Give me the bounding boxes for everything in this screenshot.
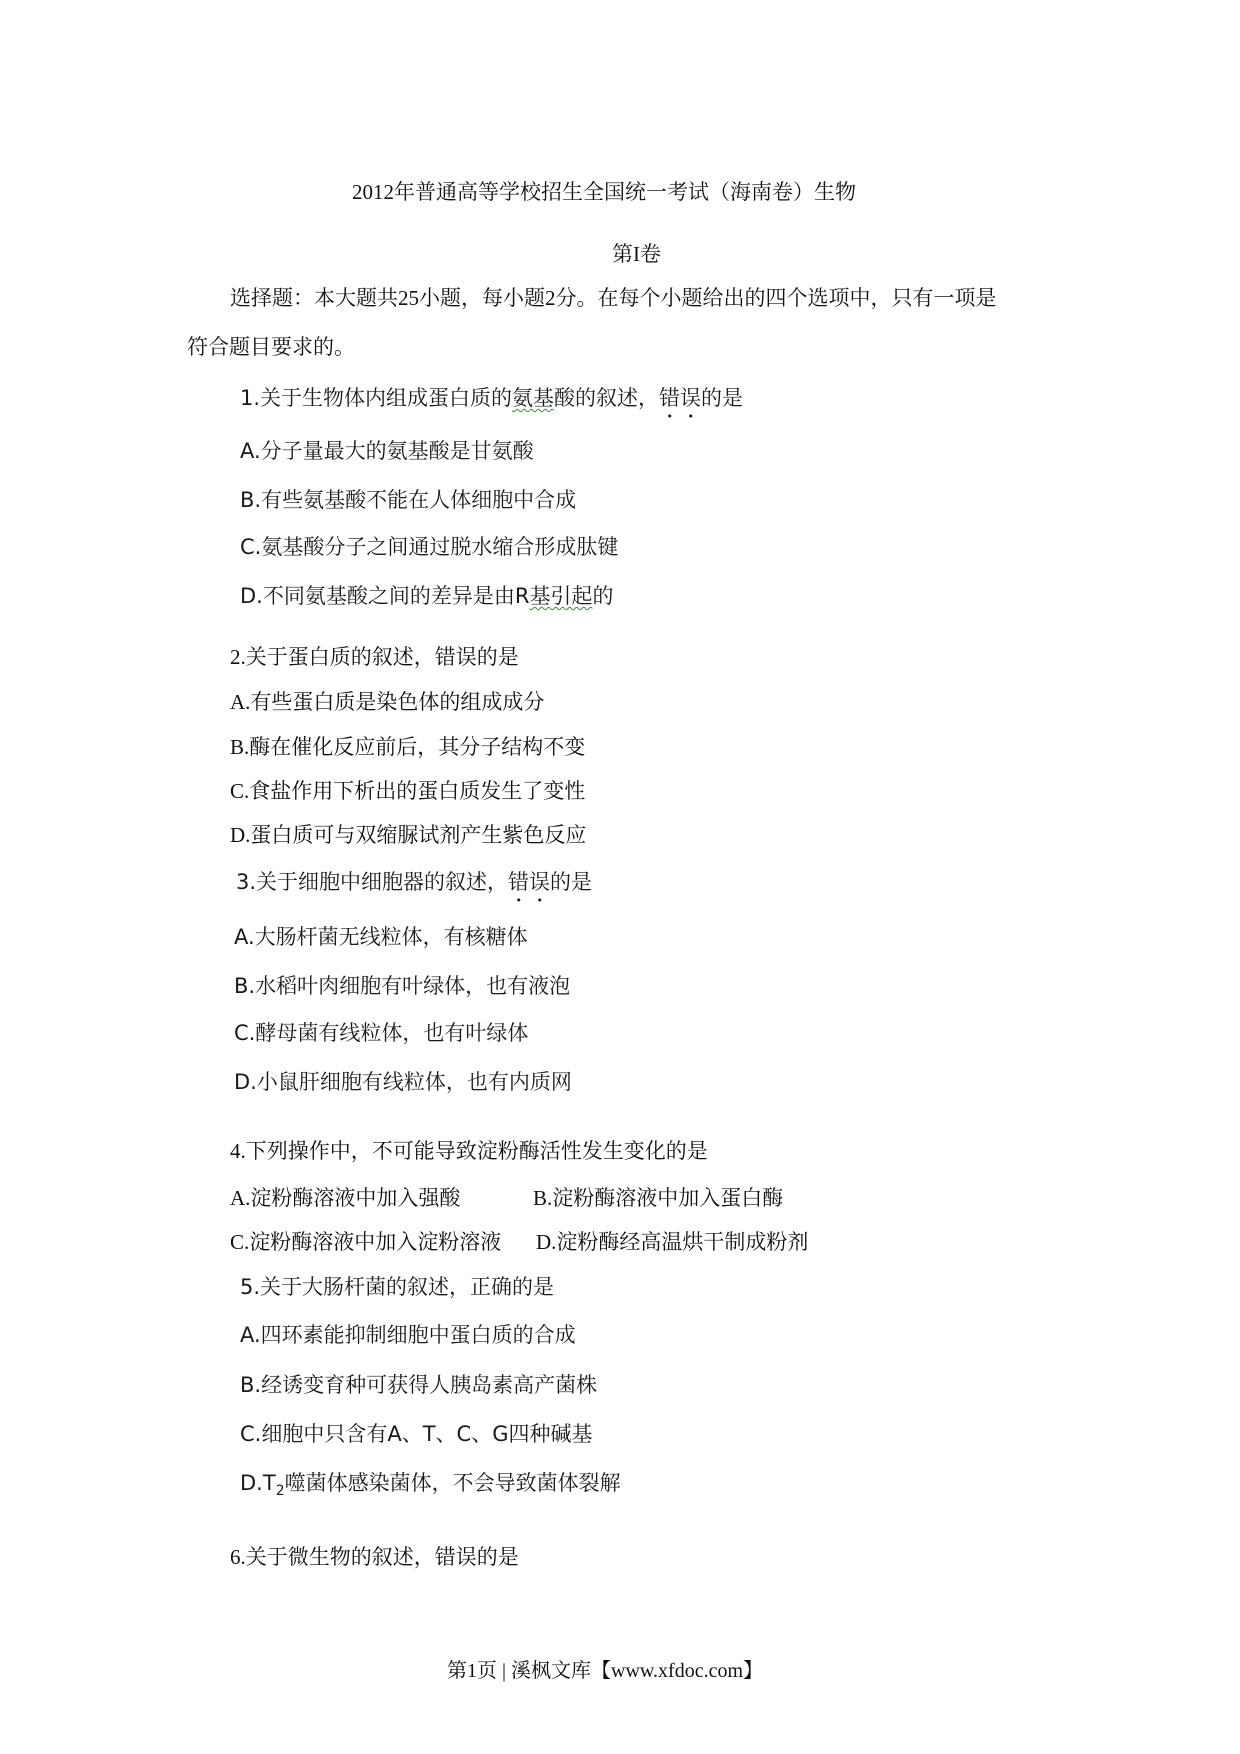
q1-stem-end: 的是 [701, 386, 744, 410]
q5-option-d-subscript: 2 [275, 1483, 285, 1500]
q1-stem-post: 酸的叙述， [554, 386, 660, 410]
q5-option-b: B.经诱变育种可获得人胰岛素高产菌株 [240, 1373, 598, 1397]
q6-stem: 6.关于微生物的叙述，错误的是 [230, 1545, 519, 1569]
q5-option-a: A.四环素能抑制细胞中蛋白质的合成 [240, 1323, 576, 1347]
q2-option-d: D.蛋白质可与双缩脲试剂产生紫色反应 [230, 823, 587, 847]
q2-stem: 2.关于蛋白质的叙述，错误的是 [230, 645, 519, 669]
q4-option-c: C.淀粉酶溶液中加入淀粉溶液 [230, 1230, 502, 1254]
q1-option-c: C.氨基酸分子之间通过脱水缩合形成肽键 [240, 535, 619, 559]
q5-option-d-pre: D.T [240, 1471, 276, 1495]
part-heading: 第I卷 [612, 242, 661, 266]
q1-stem-wavy: 氨基 [512, 386, 555, 410]
q1-option-d-end: 的 [592, 584, 614, 608]
q5-option-d-post: 噬菌体感染菌体，不会导致菌体裂解 [284, 1471, 621, 1495]
q3-option-d: D.小鼠肝细胞有线粒体，也有内质网 [234, 1070, 572, 1094]
page-footer: 第1页 | 溪枫文库【www.xfdoc.com】 [447, 1660, 764, 1682]
q1-option-d-pre: D.不同氨基酸之间的差异是由R [240, 584, 530, 608]
q4-option-d: D.淀粉酶经高温烘干制成粉剂 [536, 1230, 809, 1254]
instructions-line-2: 符合题目要求的。 [187, 335, 355, 359]
q1-option-d [240, 586, 613, 607]
q4-stem: 4.下列操作中，不可能导致淀粉酶活性发生变化的是 [230, 1139, 708, 1163]
q1-option-b: B.有些氨基酸不能在人体细胞中合成 [240, 488, 577, 512]
q3-stem [236, 870, 592, 907]
q4-option-a: A.淀粉酶溶液中加入强酸 [230, 1186, 461, 1210]
q5-option-c: C.细胞中只含有A、T、C、G四种碱基 [240, 1422, 593, 1446]
q2-option-a: A.有些蛋白质是染色体的组成成分 [230, 690, 545, 714]
q2-option-b: B.酶在催化反应前后，其分子结构不变 [230, 735, 586, 759]
q1-stem [240, 386, 743, 423]
q2-option-c: C.食盐作用下析出的蛋白质发生了变性 [230, 779, 586, 803]
q3-option-b: B.水稻叶肉细胞有叶绿体，也有液泡 [234, 974, 571, 998]
q5-stem: 5.关于大肠杆菌的叙述，正确的是 [240, 1275, 555, 1299]
q1-option-d-wavy: 基引起 [529, 584, 593, 608]
q3-stem-pre: 3.关于细胞中细胞器的叙述， [236, 870, 509, 894]
q3-stem-emph: 错误 [508, 870, 551, 894]
q4-option-b: B.淀粉酶溶液中加入蛋白酶 [533, 1186, 784, 1210]
instructions-line-1: 选择题：本大题共25小题，每小题2分。在每个小题给出的四个选项中，只有一项是 [230, 286, 997, 310]
q1-stem-emph: 错误 [659, 386, 702, 410]
q3-option-a: A.大肠杆菌无线粒体，有核糖体 [234, 925, 528, 949]
q3-option-c: C.酵母菌有线粒体，也有叶绿体 [234, 1021, 529, 1045]
q5-option-d [240, 1473, 621, 1498]
page-title: 2012年普通高等学校招生全国统一考试（海南卷）生物 [352, 180, 856, 204]
q1-option-a: A.分子量最大的氨基酸是甘氨酸 [240, 439, 534, 463]
q3-stem-end: 的是 [550, 870, 593, 894]
q1-stem-pre: 1.关于生物体内组成蛋白质的 [240, 386, 513, 410]
